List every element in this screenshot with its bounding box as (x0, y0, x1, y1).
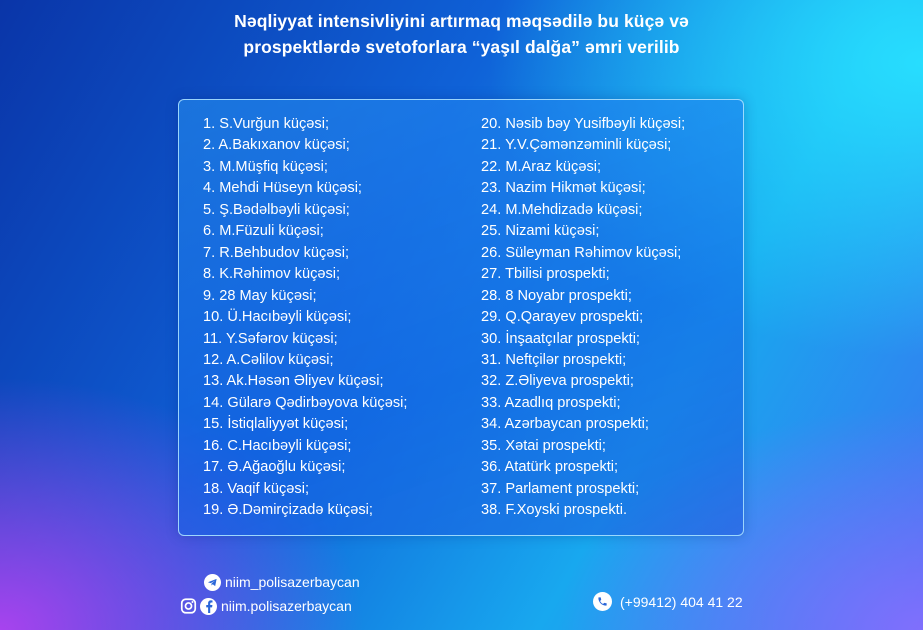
telegram-link[interactable] (180, 572, 360, 592)
list-item: 33. Azadlıq prospekti; (481, 394, 621, 411)
list-item: 16. C.Hacıbəyli küçəsi; (203, 437, 352, 454)
list-item: 25. Nizami küçəsi; (481, 223, 600, 240)
list-item: 34. Azərbaycan prospekti; (481, 416, 649, 433)
list-item: 31. Neftçilər prospekti; (481, 351, 627, 368)
list-item: 5. Ş.Bədəlbəyli küçəsi; (203, 201, 350, 218)
list-item: 8. K.Rəhimov küçəsi; (203, 266, 341, 283)
street-list-left (203, 114, 407, 522)
list-item: 15. İstiqlaliyyət küçəsi; (203, 416, 349, 433)
list-item: 4. Mehdi Hüseyn küçəsi; (203, 180, 362, 197)
list-item: 3. M.Müşfiq küçəsi; (203, 158, 328, 175)
phone-icon (593, 592, 612, 611)
list-item: 21. Y.V.Çəmənzəminli küçəsi; (481, 137, 672, 154)
instagram-icon (180, 598, 197, 615)
social-links (180, 572, 360, 620)
street-list-right (481, 114, 685, 522)
list-item: 22. M.Araz küçəsi; (481, 158, 602, 175)
list-item: 19. Ə.Dəmirçizadə küçəsi; (203, 502, 373, 519)
social-handle: niim.polisazerbaycan (221, 598, 352, 614)
list-item: 14. Gülarə Qədirbəyova küçəsi; (203, 394, 408, 411)
phone-number: (+99412) 404 41 22 (620, 593, 743, 610)
list-item: 11. Y.Səfərov küçəsi; (203, 330, 338, 347)
list-item: 17. Ə.Ağaoğlu küçəsi; (203, 459, 346, 476)
list-item: 18. Vaqif küçəsi; (203, 480, 309, 497)
list-item: 36. Atatürk prospekti; (481, 459, 619, 476)
phone-contact[interactable] (593, 592, 743, 611)
list-item: 37. Parlament prospekti; (481, 480, 640, 497)
list-item: 30. İnşaatçılar prospekti; (481, 330, 640, 347)
list-item: 28. 8 Noyabr prospekti; (481, 287, 632, 304)
list-item: 6. M.Füzuli küçəsi; (203, 223, 324, 240)
list-item: 26. Süleyman Rəhimov küçəsi; (481, 244, 682, 261)
list-item: 12. A.Cəlilov küçəsi; (203, 351, 334, 368)
list-item: 2. A.Bakıxanov küçəsi; (203, 137, 350, 154)
telegram-handle: niim_polisazerbaycan (225, 574, 360, 590)
list-item: 1. S.Vurğun küçəsi; (203, 116, 330, 132)
list-item: 29. Q.Qarayev prospekti; (481, 309, 644, 326)
list-item: 7. R.Behbudov küçəsi; (203, 244, 350, 261)
list-item: 32. Z.Əliyeva prospekti; (481, 373, 634, 390)
facebook-icon (200, 598, 217, 615)
list-item: 9. 28 May küçəsi; (203, 287, 317, 304)
list-item: 13. Ak.Həsən Əliyev küçəsi; (203, 373, 384, 390)
headline-line-1: Nəqliyyat intensivliyini artırmaq məqsədilə bu küçə və (234, 11, 689, 31)
list-item: 10. Ü.Hacıbəyli küçəsi; (203, 309, 352, 326)
headline-line-2: prospektlərdə svetoforlara “yaşıl dalğa” əmri verilib (243, 37, 680, 57)
telegram-icon (204, 574, 221, 591)
list-item: 24. M.Mehdizadə küçəsi; (481, 201, 643, 218)
list-item: 38. F.Xoyski prospekti. (481, 502, 628, 519)
list-item: 35. Xətai prospekti; (481, 437, 606, 454)
headline (0, 8, 923, 60)
social-link[interactable] (180, 596, 360, 616)
street-list-panel (178, 99, 744, 536)
list-item: 23. Nazim Hikmət küçəsi; (481, 180, 646, 197)
list-item: 27. Tbilisi prospekti; (481, 266, 610, 283)
list-item: 20. Nəsib bəy Yusifbəyli küçəsi; (481, 116, 686, 132)
